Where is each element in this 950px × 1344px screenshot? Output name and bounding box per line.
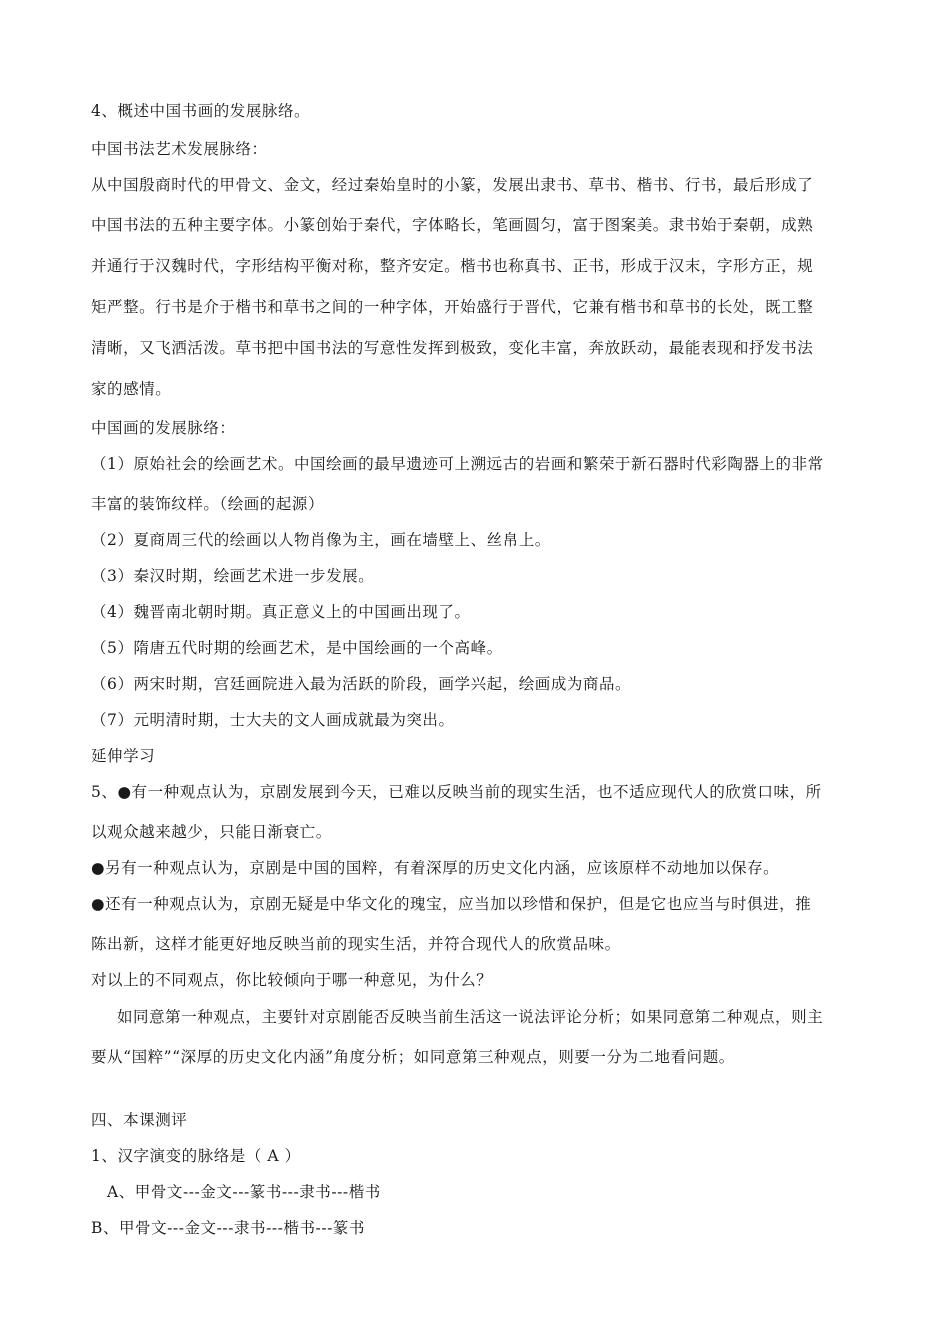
calligraphy-line: 并通行于汉魏时代，字形结构平衡对称，整齐安定。楷书也称真书、正书，形成于汉末，字形方正，规 — [91, 257, 814, 275]
question-5-line: ●还有一种观点认为，京剧无疑是中华文化的瑰宝，应当加以珍惜和保护，但是它也应当与时俱进，推 — [91, 895, 812, 913]
painting-item: （7）元明清时期，士大夫的文人画成就最为突出。 — [91, 711, 455, 729]
calligraphy-line: 家的感情。 — [91, 380, 172, 398]
painting-item: 丰富的装饰纹样。（绘画的起源） — [91, 495, 325, 513]
painting-item: （6）两宋时期，宫廷画院进入最为活跃的阶段，画学兴起，绘画成为商品。 — [91, 675, 632, 693]
test-heading: 四、本课测评 — [91, 1111, 188, 1129]
question-5-line: 以观众越来越少，只能日渐衰亡。 — [91, 823, 332, 841]
calligraphy-line: 中国书法的五种主要字体。小篆创始于秦代，字体略长，笔画圆匀，富于图案美。隶书始于秦朝，成熟 — [91, 216, 814, 234]
answer-line: 如同意第一种观点，主要针对京剧能否反映当前生活这一说法评论分析；如果同意第二种观点，则主 — [117, 1008, 824, 1026]
question-5-line: ●另有一种观点认为，京剧是中国的国粹，有着深厚的历史文化内涵，应该原样不动地加以保存。 — [91, 859, 780, 877]
option-b: B、甲骨文---金文---隶书---楷书---篆书 — [91, 1219, 365, 1237]
calligraphy-line: 清晰，又飞洒活泼。草书把中国书法的写意性发挥到极致，变化丰富，奔放跃动，最能表现和抒发书法 — [91, 339, 814, 357]
question-5-line: 陈出新，这样才能更好地反映当前的现实生活，并符合现代人的欣赏品味。 — [91, 935, 621, 953]
question-5-line: 5、●有一种观点认为，京剧发展到今天，已难以反映当前的现实生活，也不适应现代人的欣赏口味，所 — [91, 783, 822, 801]
question-4-title: 4、概述中国书画的发展脉络。 — [91, 102, 311, 120]
question-5-line: 对以上的不同观点，你比较倾向于哪一种意见，为什么？ — [91, 971, 493, 989]
painting-item: （1）原始社会的绘画艺术。中国绘画的最早遗迹可上溯远古的岩画和繁荣于新石器时代彩陶器上的非常 — [91, 455, 824, 473]
painting-item: （3）秦汉时期，绘画艺术进一步发展。 — [91, 567, 375, 585]
calligraphy-line: 从中国殷商时代的甲骨文、金文，经过秦始皇时的小篆，发展出隶书、草书、楷书、行书，最后形成了 — [91, 176, 814, 194]
calligraphy-line: 矩严整。行书是介于楷书和草书之间的一种字体，开始盛行于晋代，它兼有楷书和草书的长处，既工整 — [91, 298, 814, 316]
painting-heading: 中国画的发展脉络： — [91, 419, 236, 437]
painting-item: （4）魏晋南北朝时期。真正意义上的中国画出现了。 — [91, 603, 471, 621]
test-question-1: 1、汉字演变的脉络是（ A ） — [91, 1147, 301, 1165]
answer-line: 要从“国粹”“深厚的历史文化内涵”角度分析；如同意第三种观点，则要一分为二地看问题。 — [91, 1048, 735, 1066]
option-a: A、甲骨文---金文---篆书---隶书---楷书 — [107, 1183, 381, 1201]
extension-heading: 延伸学习 — [91, 747, 156, 765]
calligraphy-heading: 中国书法艺术发展脉络： — [91, 140, 268, 158]
painting-item: （5）隋唐五代时期的绘画艺术，是中国绘画的一个高峰。 — [91, 639, 503, 657]
painting-item: （2）夏商周三代的绘画以人物肖像为主，画在墙壁上、丝帛上。 — [91, 531, 551, 549]
